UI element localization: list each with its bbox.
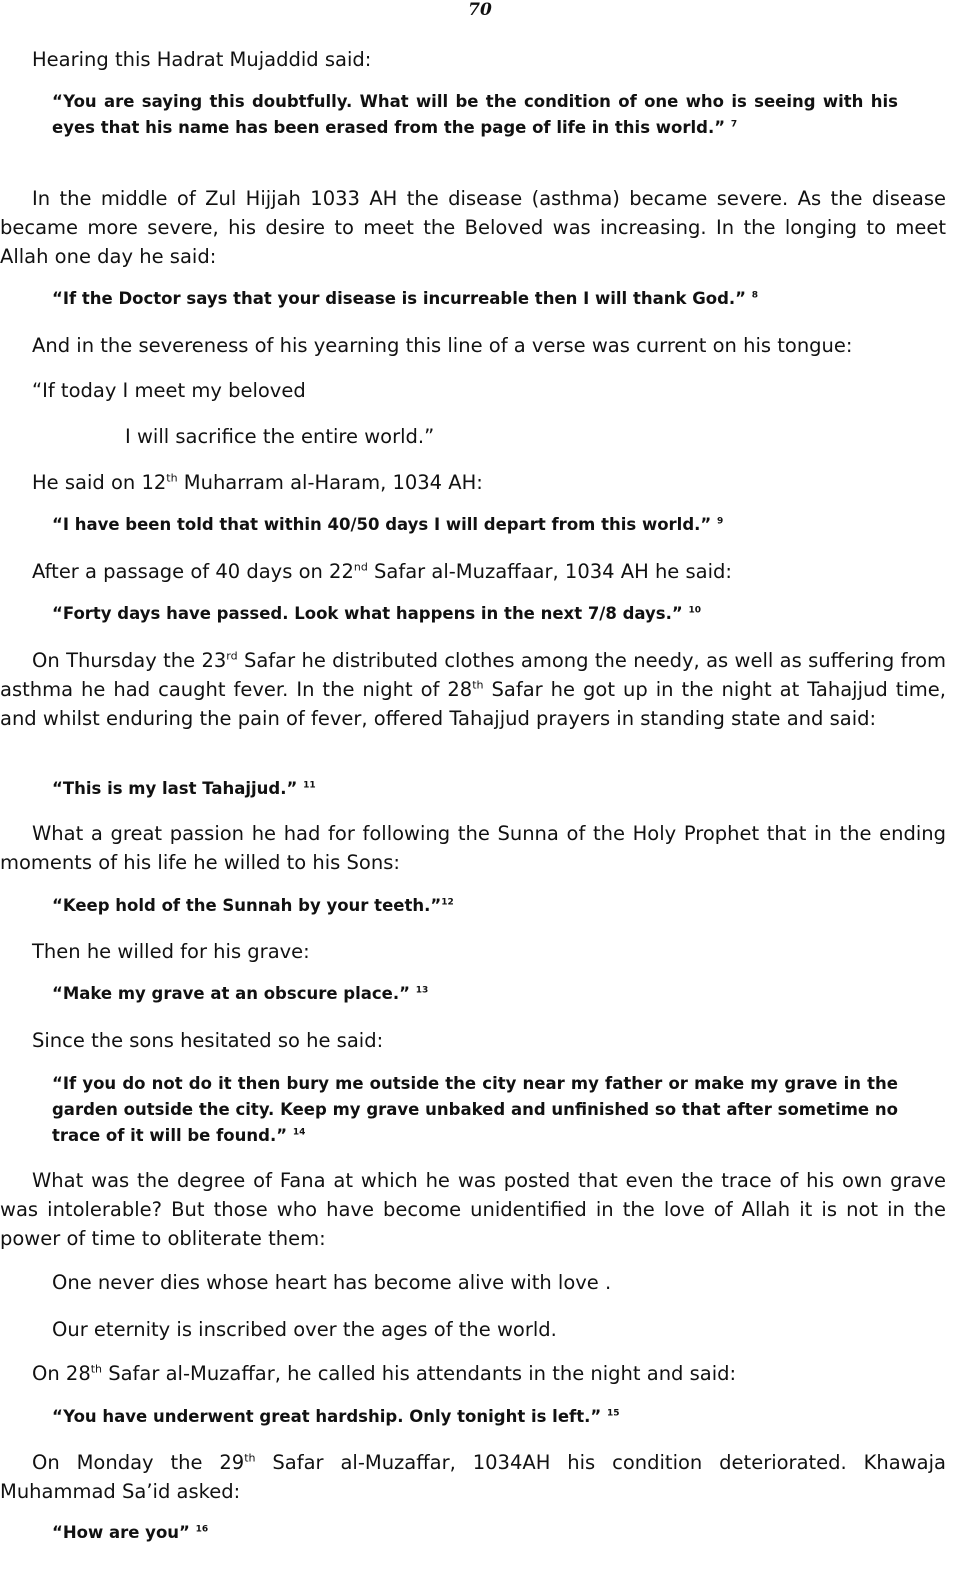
paragraph: He said on 12th Muharram al-Haram, 1034 AH: bbox=[32, 471, 483, 494]
footnote-ref: 8 bbox=[751, 290, 759, 301]
quote: “How are you” $^{16}$ bbox=[52, 1523, 209, 1542]
paragraph: What a great passion he had for following the Sunna of the Holy Prophet that in the ending moments of his life he willed to his Sons: bbox=[0, 822, 946, 874]
page-number: 70 bbox=[468, 0, 492, 20]
paragraph: After a passage of 40 days on 22nd Safar al-Muzaffaar, 1034 AH he said: bbox=[32, 560, 732, 583]
verse-line: One never dies whose heart has become alive with love . bbox=[52, 1271, 612, 1294]
quote: “You are saying this doubtfully. What will be the condition of one who is seeing with his eyes that his name has been erased from the page of life in this world.” $^7$ bbox=[52, 92, 898, 137]
quote: “Keep hold of the Sunnah by your teeth.”$^{12}$ bbox=[52, 896, 454, 915]
footnote-ref: 12 bbox=[441, 897, 454, 908]
paragraph: On 28th Safar al-Muzaffar, he called his attendants in the night and said: bbox=[32, 1362, 737, 1385]
paragraph: Then he willed for his grave: bbox=[32, 940, 310, 963]
footnote-ref: 7 bbox=[730, 119, 738, 130]
quote: “You have underwent great hardship. Only tonight is left.” $^{15}$ bbox=[52, 1407, 620, 1426]
footnote-ref: 13 bbox=[415, 985, 429, 996]
quote: “This is my last Tahajjud.” $^{11}$ bbox=[52, 779, 316, 798]
quote: “Make my grave at an obscure place.” $^{13}$ bbox=[52, 984, 429, 1003]
footnote-ref: 10 bbox=[688, 605, 701, 616]
paragraph: Hearing this Hadrat Mujaddid said: bbox=[32, 48, 372, 71]
quote: “If you do not do it then bury me outside the city near my father or make my grave in the garden outside the city. Keep my grave unbaked and unfinished so that after sometime no trace of it will be found.” $^{14}$ bbox=[52, 1074, 898, 1145]
footnote-ref: 15 bbox=[606, 1408, 620, 1419]
paragraph: What was the degree of Fana at which he was posted that even the trace of his own grave was intolerable? But those who have become unidentified in the love of Allah it is not in the power of time to obliterate them: bbox=[0, 1169, 946, 1250]
paragraph: On Thursday the 23rd Safar he distributed clothes among the needy, as well as suffering from asthma he had caught fever. In the night of 28th Safar he got up in the night at Tahajjud time, and whilst enduring the pain of fever, offered Tahajjud prayers in standing state and said: bbox=[0, 649, 946, 730]
quote: “If the Doctor says that your disease is incurreable then I will thank God.” $^8$ bbox=[52, 289, 759, 308]
quote: “Forty days have passed. Look what happens in the next 7/8 days.” $^{10}$ bbox=[52, 604, 701, 623]
footnote-ref: 9 bbox=[717, 516, 724, 527]
quote: “I have been told that within 40/50 days I will depart from this world.” $^9$ bbox=[52, 515, 724, 534]
footnote-ref: 16 bbox=[195, 1524, 209, 1535]
footnote-ref: 11 bbox=[303, 780, 316, 791]
paragraph: And in the severeness of his yearning this line of a verse was current on his tongue: bbox=[32, 334, 853, 357]
verse-line: I will sacrifice the entire world.” bbox=[125, 425, 435, 448]
paragraph: Since the sons hesitated so he said: bbox=[32, 1029, 384, 1052]
paragraph: On Monday the 29th Safar al-Muzaffar, 1034AH his condition deteriorated. Khawaja Muhammad Sa’id asked: bbox=[0, 1451, 947, 1503]
verse-line: Our eternity is inscribed over the ages of the world. bbox=[52, 1318, 557, 1341]
verse-line: “If today I meet my beloved bbox=[32, 379, 306, 402]
paragraph: In the middle of Zul Hijjah 1033 AH the disease (asthma) became severe. As the disease became more severe, his desire to meet the Beloved was increasing. In the longing to meet Allah one day he said: bbox=[0, 187, 946, 268]
footnote-ref: 14 bbox=[292, 1127, 306, 1138]
